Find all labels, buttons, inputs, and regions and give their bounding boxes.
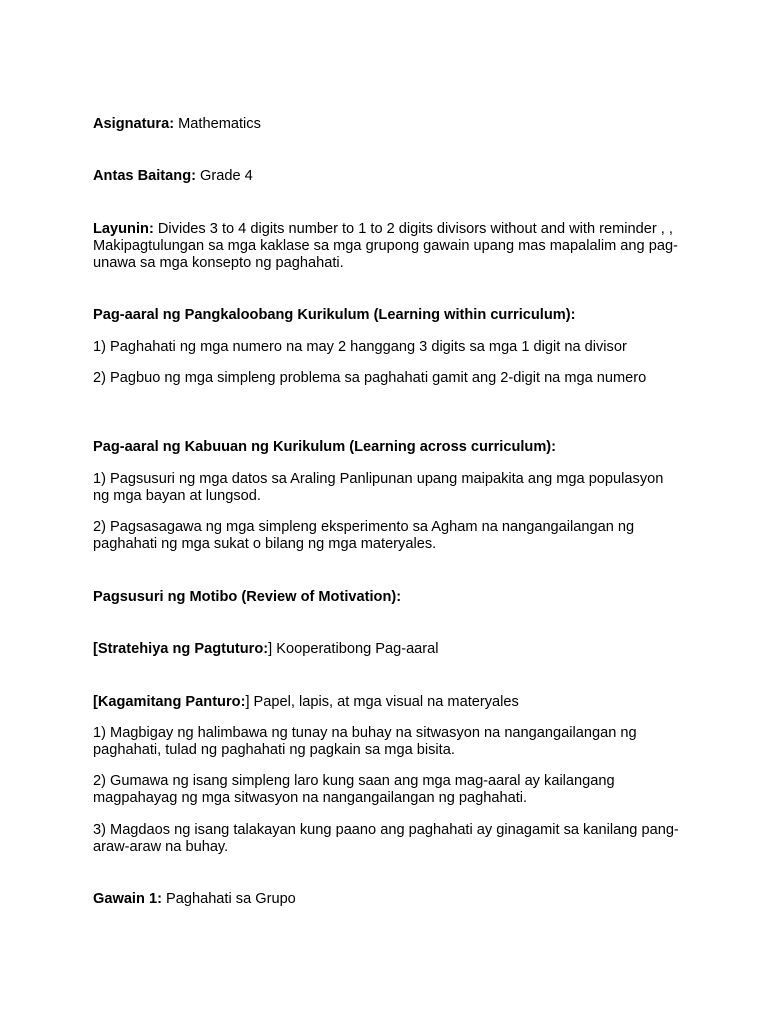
layunin-value: Divides 3 to 4 digits number to 1 to 2 digits divisors without and with reminder , , Makipagtulungan sa mga kaklase sa mga grupong gawain upang mas mapalalim ang pag-unawa sa mga konsepto ng paghahati. (93, 221, 678, 271)
motibo-item-2: 2) Gumawa ng isang simpleng laro kung saan ang mga mag-aaral ay kailangang magpahayag ng mga sitwasyon na nangangailangan ng paghahati. (93, 773, 615, 806)
gawain-value: Paghahati sa Grupo (161, 891, 296, 907)
layunin-paragraph (93, 221, 683, 272)
motibo-heading: Pagsusuri ng Motibo (Review of Motivation): (93, 589, 402, 605)
layunin-label: Layunin: (93, 221, 154, 237)
stratehiya-label: [Stratehiya ng Pagtuturo: (93, 641, 269, 657)
antas-line (93, 168, 683, 185)
asignatura-value: Mathematics (174, 116, 261, 132)
kagamitan-line (93, 694, 683, 711)
across-item-1: 1) Pagsusuri ng mga datos sa Araling Panlipunan upang maipakita ang mga populasyon ng mga bayan at lungsod. (93, 471, 664, 504)
antas-value: Grade 4 (195, 168, 253, 184)
within-heading: Pag-aaral ng Pangkaloobang Kurikulum (Learning within curriculum): (93, 307, 576, 323)
stratehiya-line (93, 641, 683, 658)
across-heading: Pag-aaral ng Kabuuan ng Kurikulum (Learning across curriculum): (93, 439, 557, 455)
stratehiya-value: ] Kooperatibong Pag-aaral (268, 641, 439, 657)
gawain-line (93, 891, 683, 908)
within-item-2: 2) Pagbuo ng mga simpleng problema sa paghahati gamit ang 2-digit na mga numero (93, 370, 647, 386)
motibo-item-1: 1) Magbigay ng halimbawa ng tunay na buhay na sitwasyon na nangangailangan ng paghahati, tulad ng paghahati ng pagkain sa mga bisita. (93, 725, 637, 758)
kagamitan-label: [Kagamitang Panturo: (93, 694, 246, 710)
within-item-1: 1) Paghahati ng mga numero na may 2 hanggang 3 digits sa mga 1 digit na divisor (93, 339, 627, 355)
across-item-2: 2) Pagsasagawa ng mga simpleng eksperimento sa Agham na nangangailangan ng paghahati ng mga sukat o bilang ng mga materyales. (93, 519, 635, 552)
asignatura-label: Asignatura: (93, 116, 175, 132)
antas-label: Antas Baitang: (93, 168, 196, 184)
gawain-label: Gawain 1: (93, 891, 162, 907)
asignatura-line (93, 116, 683, 133)
kagamitan-value: ] Papel, lapis, at mga visual na materyales (245, 694, 519, 710)
motibo-item-3: 3) Magdaos ng isang talakayan kung paano ang paghahati ay ginagamit sa kanilang pang-araw-araw na buhay. (93, 822, 679, 855)
